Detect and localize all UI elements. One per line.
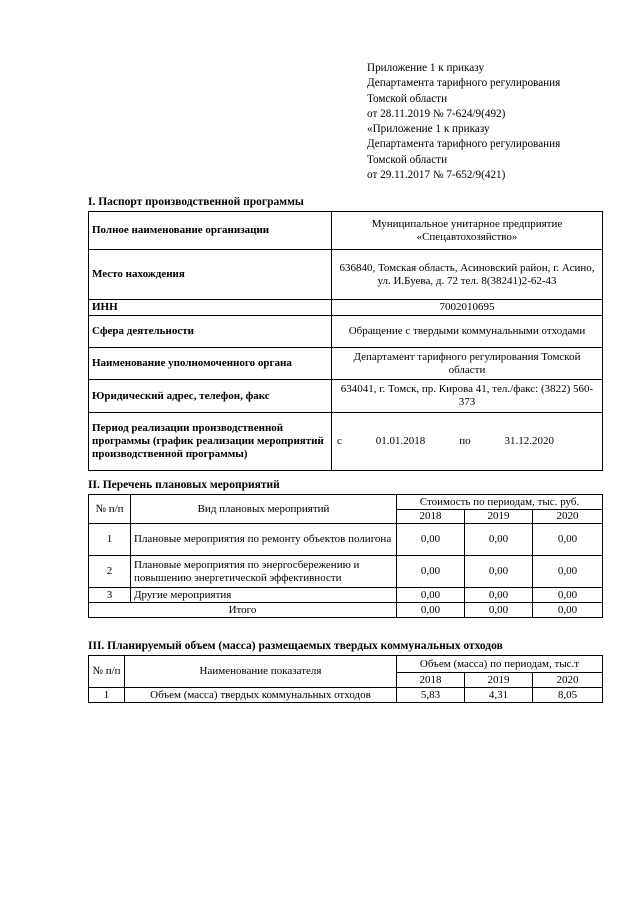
activities-table [88, 494, 603, 618]
row-value: 0,00 [465, 524, 533, 556]
header-year: 2019 [465, 510, 533, 524]
passport-value: 634041, г. Томск, пр. Кирова 41, тел./факс: (3822) 560-373 [332, 380, 603, 413]
row-value: 4,31 [465, 688, 533, 703]
passport-label: ИНН [89, 300, 332, 316]
row-num: 3 [89, 588, 131, 603]
header-year: 2020 [533, 510, 603, 524]
row-num: 2 [89, 556, 131, 588]
header-name: Вид плановых мероприятий [131, 495, 397, 524]
row-value: 8,05 [533, 688, 603, 703]
passport-row [89, 380, 603, 413]
approval-line: от 28.11.2019 № 7-624/9(492) [367, 107, 506, 120]
passport-row [89, 250, 603, 300]
approval-line: «Приложение 1 к приказу [367, 123, 490, 136]
period-from-date: 01.01.2018 [375, 435, 426, 447]
passport-value: Муниципальное унитарное предприятие «Спецавтохозяйство» [332, 212, 603, 250]
period-value [332, 413, 603, 471]
total-value: 0,00 [465, 603, 533, 618]
row-value: 0,00 [465, 588, 533, 603]
header-row [89, 656, 603, 673]
section-3-title: III. Планируемый объем (масса) размещаемых твердых коммунальных отходов [88, 640, 503, 652]
passport-row [89, 413, 603, 471]
row-value: 0,00 [397, 524, 465, 556]
row-name: Другие мероприятия [131, 588, 397, 603]
section-1-title: I. Паспорт производственной программы [88, 196, 304, 208]
passport-row [89, 316, 603, 348]
passport-label: Наименование уполномоченного органа [89, 348, 332, 380]
passport-label: Период реализации производственной программы (график реализации мероприятий производственной программы) [89, 413, 332, 471]
table-row [89, 524, 603, 556]
row-name: Плановые мероприятия по ремонту объектов полигона [131, 524, 397, 556]
passport-row [89, 212, 603, 250]
passport-value: Обращение с твердыми коммунальными отходами [332, 316, 603, 348]
header-volume: Объем (масса) по периодам, тыс.т [397, 656, 603, 673]
section-2-title: II. Перечень плановых мероприятий [88, 479, 280, 491]
header-row [89, 495, 603, 510]
approval-line: Департамента тарифного регулирования [367, 138, 561, 151]
total-row [89, 603, 603, 618]
row-value: 0,00 [533, 524, 603, 556]
row-num: 1 [89, 688, 125, 703]
row-value: 0,00 [397, 556, 465, 588]
row-value: 0,00 [533, 588, 603, 603]
row-name: Плановые мероприятия по энергосбережению и повышению энергетической эффективности [131, 556, 397, 588]
passport-value: 636840, Томская область, Асиновский район, г. Асино, ул. И.Буева, д. 72 тел. 8(38241)2-62-43 [332, 250, 603, 300]
header-year: 2019 [465, 673, 533, 688]
passport-value: Департамент тарифного регулирования Томской области [332, 348, 603, 380]
approval-line: от 29.11.2017 № 7-652/9(421) [367, 169, 506, 182]
header-name: Наименование показателя [125, 656, 397, 688]
period-from-word: с [337, 435, 342, 447]
total-label: Итого [89, 603, 397, 618]
row-num: 1 [89, 524, 131, 556]
header-year: 2018 [397, 673, 465, 688]
row-value: 0,00 [465, 556, 533, 588]
table-row [89, 556, 603, 588]
table-row [89, 588, 603, 603]
row-name: Объем (масса) твердых коммунальных отходов [125, 688, 397, 703]
approval-line: Томской области [367, 92, 448, 105]
header-cost: Стоимость по периодам, тыс. руб. [397, 495, 603, 510]
period-to-date: 31.12.2020 [504, 435, 554, 447]
table-row [89, 688, 603, 703]
passport-label: Юридический адрес, телефон, факс [89, 380, 332, 413]
approval-line: Приложение 1 к приказу [367, 62, 485, 74]
passport-label: Место нахождения [89, 250, 332, 300]
row-value: 5,83 [397, 688, 465, 703]
header-num: № п/п [89, 495, 131, 524]
waste-volume-table [88, 655, 603, 703]
passport-row [89, 300, 603, 316]
period-to-word: по [459, 435, 471, 447]
approval-block [367, 61, 617, 183]
approval-line: Департамента тарифного регулирования [367, 77, 561, 90]
header-num: № п/п [89, 656, 125, 688]
header-year: 2020 [533, 673, 603, 688]
passport-label: Сфера деятельности [89, 316, 332, 348]
passport-row [89, 348, 603, 380]
passport-label: Полное наименование организации [89, 212, 332, 250]
approval-line: Томской области [367, 153, 448, 166]
header-year: 2018 [397, 510, 465, 524]
total-value: 0,00 [533, 603, 603, 618]
row-value: 0,00 [533, 556, 603, 588]
total-value: 0,00 [397, 603, 465, 618]
passport-table [88, 211, 603, 471]
passport-value: 7002010695 [332, 300, 603, 316]
row-value: 0,00 [397, 588, 465, 603]
